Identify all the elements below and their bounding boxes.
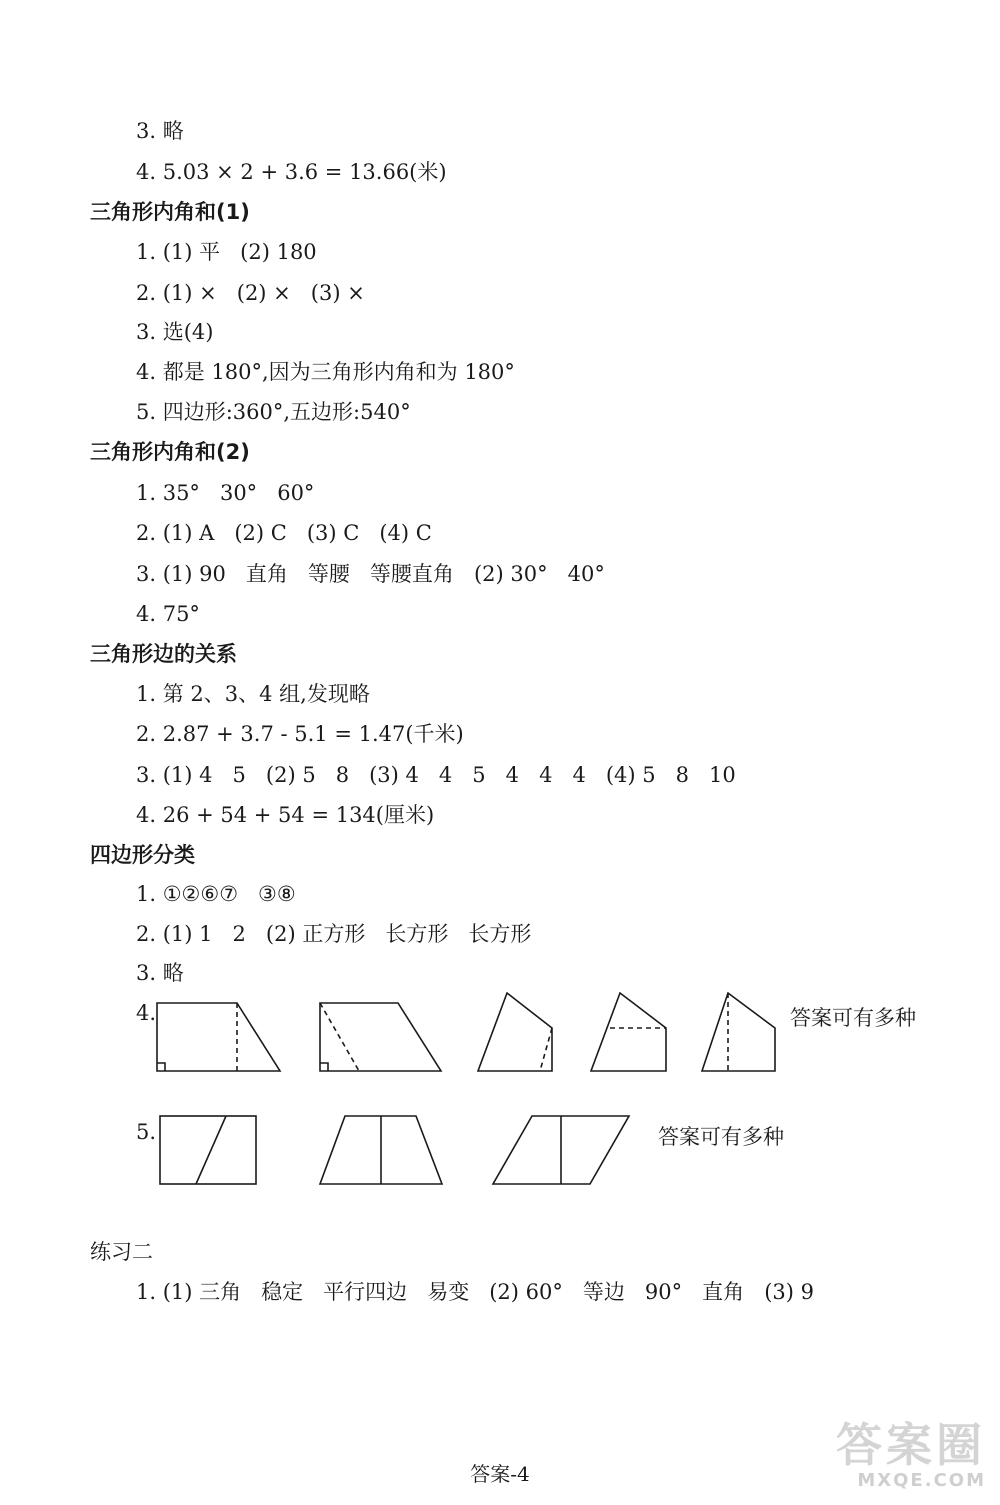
trapezoid-figure bbox=[320, 1003, 441, 1071]
answer-line: 2. 2.87 + 3.7 - 5.1 = 1.47(千米) bbox=[136, 722, 464, 746]
question-number: 4. bbox=[136, 1001, 157, 1025]
answer-line: 5. 四边形:360°,五边形:540° bbox=[136, 400, 411, 424]
trapezoid-figure bbox=[157, 1003, 280, 1071]
watermark-url: MXQE.COM bbox=[857, 1470, 986, 1491]
answer-line: 3. 选(4) bbox=[136, 320, 214, 344]
answer-line: 2. (1) 1 2 (2) 正方形 长方形 长方形 bbox=[136, 922, 532, 946]
page-footer: 答案-4 bbox=[470, 1462, 530, 1486]
answer-note: 答案可有多种 bbox=[658, 1125, 784, 1149]
answer-line: 2. (1) A (2) C (3) C (4) C bbox=[136, 521, 432, 545]
quadrilateral-figure bbox=[702, 993, 775, 1071]
watermark-logo bbox=[786, 1420, 986, 1491]
answer-line: 1. 35° 30° 60° bbox=[136, 481, 315, 505]
answer-line: 4. 5.03 × 2 + 3.6 = 13.66(米) bbox=[136, 160, 447, 184]
quadrilateral-figure bbox=[478, 993, 552, 1071]
parallelogram-figure bbox=[493, 1116, 629, 1184]
answer-line: 2. (1) × (2) × (3) × bbox=[136, 281, 365, 305]
answer-line: 3. (1) 4 5 (2) 5 8 (3) 4 4 5 4 4 4 (4) 5 8 10 bbox=[136, 763, 736, 787]
section-title: 三角形边的关系 bbox=[90, 642, 237, 666]
section-title: 四边形分类 bbox=[90, 843, 195, 867]
answer-note: 答案可有多种 bbox=[790, 1006, 916, 1030]
answer-line: 1. ①②⑥⑦ ③⑧ bbox=[136, 882, 296, 906]
quadrilateral-figure bbox=[591, 993, 666, 1071]
answer-line: 1. 第 2、3、4 组,发现略 bbox=[136, 682, 370, 706]
section-title: 三角形内角和(2) bbox=[90, 440, 250, 464]
answer-line: 4. 26 + 54 + 54 = 134(厘米) bbox=[136, 803, 435, 827]
rectangle-figure bbox=[160, 1116, 256, 1184]
trapezoid-figure bbox=[320, 1116, 442, 1184]
answer-line: 4. 都是 180°,因为三角形内角和为 180° bbox=[136, 360, 515, 384]
answer-line: 1. (1) 三角 稳定 平行四边 易变 (2) 60° 等边 90° 直角 (3) 9 bbox=[136, 1280, 814, 1304]
answer-line: 3. (1) 90 直角 等腰 等腰直角 (2) 30° 40° bbox=[136, 562, 605, 586]
answer-line: 4. 75° bbox=[136, 602, 200, 626]
answer-line: 1. (1) 平 (2) 180 bbox=[136, 240, 317, 264]
section-title: 练习二 bbox=[90, 1240, 153, 1264]
section-title: 三角形内角和(1) bbox=[90, 200, 250, 224]
answer-line: 3. 略 bbox=[136, 119, 184, 143]
watermark-text: 答案圈 bbox=[836, 1418, 986, 1472]
answer-line: 3. 略 bbox=[136, 961, 184, 985]
question-number: 5. bbox=[136, 1120, 157, 1144]
